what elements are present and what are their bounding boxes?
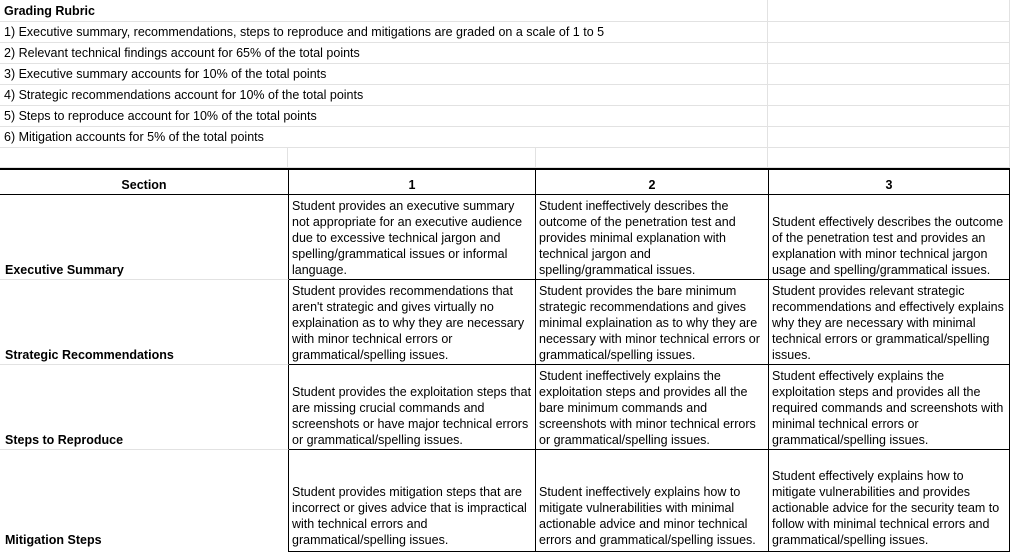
empty-cell[interactable] <box>768 127 1010 148</box>
note-cell[interactable] <box>0 22 768 43</box>
criteria-text: Student provides an executive summary not appropriate for an executive audience due to excessive technical jargon and spelling/grammatical issues or informal language. <box>292 199 523 277</box>
empty-cell[interactable] <box>768 43 1010 64</box>
header-score-1-label: 1 <box>408 178 416 192</box>
title-row <box>0 0 1010 22</box>
header-section-label: Section <box>121 178 167 192</box>
blank-row <box>0 148 1010 168</box>
empty-cell[interactable] <box>0 148 288 168</box>
section-cell-executive-summary[interactable] <box>0 195 289 280</box>
criteria-text: Student ineffectively describes the outcome of the penetration test and provides minimal explanation with technical jargon and spelling/grammatical issues. <box>539 199 736 277</box>
section-cell-mitigation-steps[interactable] <box>0 450 289 552</box>
section-label: Strategic Recommendations <box>5 348 174 362</box>
score-1-cell[interactable] <box>289 195 536 280</box>
empty-cell[interactable] <box>768 85 1010 106</box>
note-text: 4) Strategic recommendations account for 10% of the total points <box>4 88 364 102</box>
note-row <box>0 43 1010 64</box>
score-3-cell[interactable] <box>769 195 1010 280</box>
score-3-cell[interactable] <box>769 280 1010 365</box>
score-2-cell[interactable] <box>536 365 769 450</box>
note-row <box>0 127 1010 148</box>
section-label: Mitigation Steps <box>5 533 102 547</box>
score-1-cell[interactable] <box>289 365 536 450</box>
empty-cell[interactable] <box>768 148 1010 168</box>
section-cell-steps-to-reproduce[interactable] <box>0 365 289 450</box>
criteria-text: Student ineffectively explains the exploitation steps and provides all the bare minimum commands and screenshots with minor technical errors or grammatical/spelling issues. <box>539 369 756 447</box>
note-cell[interactable] <box>0 106 768 127</box>
note-cell[interactable] <box>0 43 768 64</box>
score-3-cell[interactable] <box>769 365 1010 450</box>
note-row <box>0 64 1010 85</box>
header-score-2-label: 2 <box>648 178 656 192</box>
criteria-text: Student effectively describes the outcome of the penetration test and provides an explanation with minor technical jargon usage and spelling/grammatical issues. <box>772 215 1004 277</box>
note-row <box>0 85 1010 106</box>
header-section[interactable] <box>0 170 289 195</box>
criteria-text: Student provides the exploitation steps that are missing crucial commands and screenshots or have major technical errors or grammatical/spelling issues. <box>292 385 532 447</box>
note-cell[interactable] <box>0 85 768 106</box>
empty-cell[interactable] <box>768 0 1010 22</box>
rubric-table <box>0 168 1010 550</box>
note-cell[interactable] <box>0 127 768 148</box>
note-cell[interactable] <box>0 64 768 85</box>
empty-cell[interactable] <box>768 22 1010 43</box>
criteria-text: Student effectively explains how to mitigate vulnerabilities and provides actionable advice for the security team to follow with minimal technical errors and grammatical/spelling issues. <box>772 469 1000 547</box>
score-1-cell[interactable] <box>289 450 536 552</box>
note-row <box>0 22 1010 43</box>
score-2-cell[interactable] <box>536 450 769 552</box>
score-2-cell[interactable] <box>536 195 769 280</box>
note-text: 6) Mitigation accounts for 5% of the total points <box>4 130 264 144</box>
header-score-2[interactable] <box>536 170 769 195</box>
section-label: Executive Summary <box>5 263 124 277</box>
empty-cell[interactable] <box>768 106 1010 127</box>
score-3-cell[interactable] <box>769 450 1010 552</box>
criteria-text: Student provides relevant strategic recommendations and effectively explains why they are necessary with minimal technical errors or grammatical/spelling issues. <box>772 284 1004 362</box>
header-score-3-label: 3 <box>885 178 893 192</box>
header-score-3[interactable] <box>769 170 1010 195</box>
note-text: 3) Executive summary accounts for 10% of the total points <box>4 67 327 81</box>
section-label: Steps to Reproduce <box>5 433 124 447</box>
criteria-text: Student ineffectively explains how to mitigate vulnerabilities with minimal actionable advice and minor technical errors and grammatical/spelling issues. <box>539 485 756 547</box>
section-cell-strategic-recommendations[interactable] <box>0 280 289 365</box>
criteria-text: Student provides the bare minimum strategic recommendations and gives minimal explaination as to why they are necessary with minor technical errors or grammatical/spelling issues. <box>539 284 760 362</box>
score-2-cell[interactable] <box>536 280 769 365</box>
criteria-text: Student provides mitigation steps that are incorrect or gives advice that is impractical with technical errors and grammatical/spelling issues. <box>292 485 527 547</box>
title-cell[interactable] <box>0 0 768 22</box>
empty-cell[interactable] <box>768 64 1010 85</box>
criteria-text: Student effectively explains the exploitation steps and provides all the required commands and screenshots with minimal technical errors or grammatical/spelling issues. <box>772 369 1004 447</box>
rubric-title: Grading Rubric <box>4 4 95 18</box>
empty-cell[interactable] <box>536 148 768 168</box>
note-text: 1) Executive summary, recommendations, steps to reproduce and mitigations are graded on a scale of 1 to 5 <box>4 25 605 39</box>
empty-cell[interactable] <box>288 148 536 168</box>
note-row <box>0 106 1010 127</box>
note-text: 2) Relevant technical findings account for 65% of the total points <box>4 46 360 60</box>
criteria-text: Student provides recommendations that aren't strategic and gives virtually no explaination as to why they are necessary with minor technical errors or grammatical/spelling issues. <box>292 284 525 362</box>
score-1-cell[interactable] <box>289 280 536 365</box>
note-text: 5) Steps to reproduce account for 10% of the total points <box>4 109 317 123</box>
header-score-1[interactable] <box>289 170 536 195</box>
